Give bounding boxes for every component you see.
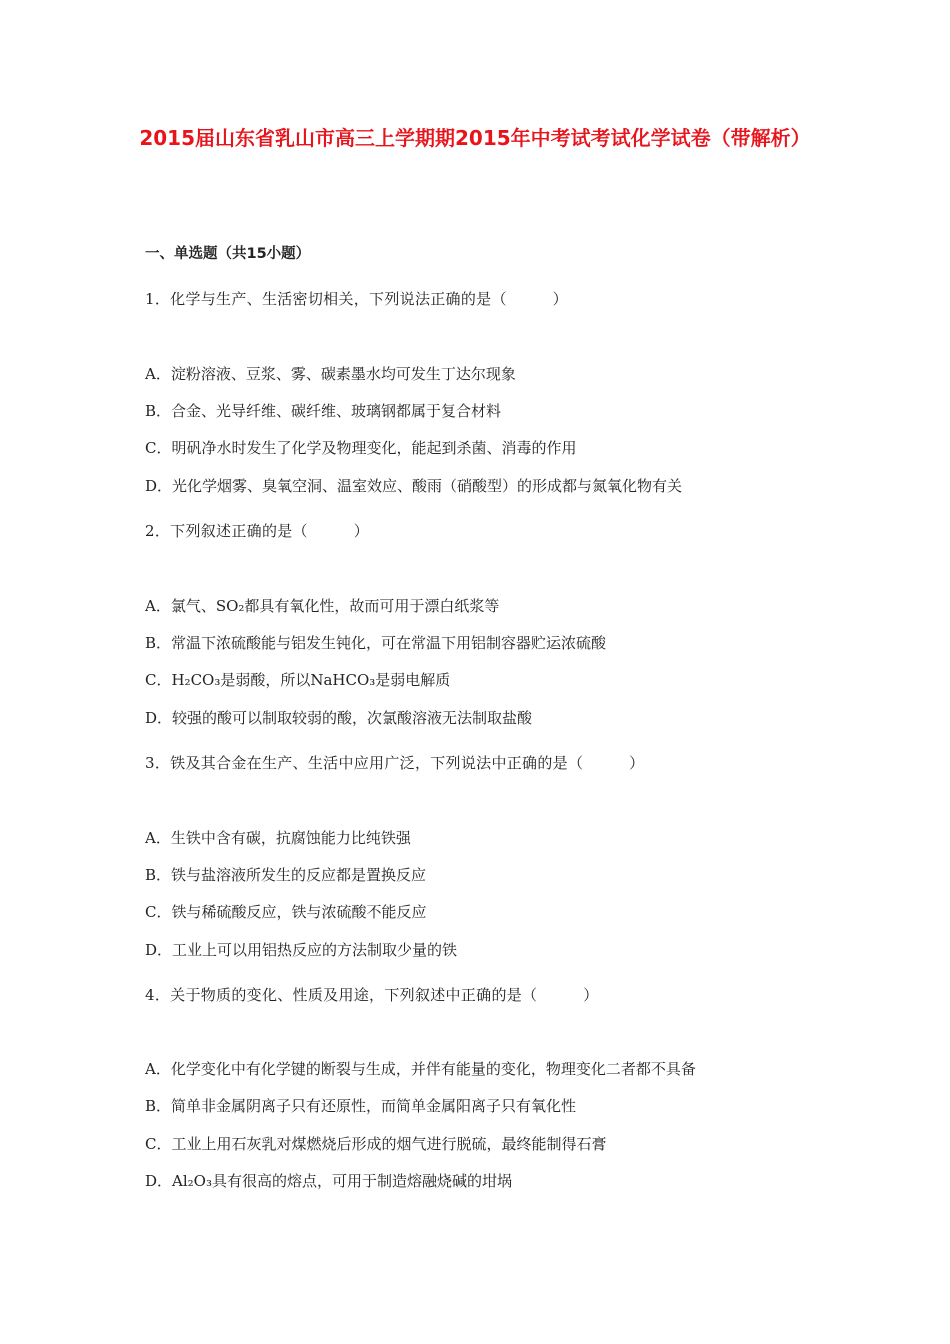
question-1-option-d: D．光化学烟雾、臭氧空洞、温室效应、酸雨（硝酸型）的形成都与氮氧化物有关 <box>145 477 683 495</box>
document-title: 2015届山东省乳山市高三上学期期2015年中考试考试化学试卷（带解析） <box>139 126 811 150</box>
question-2-stem: 2．下列叙述正确的是（ ） <box>145 522 370 540</box>
question-3-option-a: A．生铁中含有碳，抗腐蚀能力比纯铁强 <box>145 829 411 847</box>
question-1-stem: 1．化学与生产、生活密切相关，下列说法正确的是（ ） <box>145 290 568 308</box>
question-4-option-b: B．简单非金属阴离子只有还原性，而简单金属阳离子只有氧化性 <box>145 1097 577 1115</box>
question-2-option-a: A．氯气、SO₂都具有氧化性，故而可用于漂白纸浆等 <box>145 597 500 615</box>
question-1-option-c: C．明矾净水时发生了化学及物理变化，能起到杀菌、消毒的作用 <box>145 439 577 457</box>
section-heading: 一、单选题（共15小题） <box>145 246 311 262</box>
question-4-option-a: A．化学变化中有化学键的断裂与生成，并伴有能量的变化，物理变化二者都不具备 <box>145 1060 696 1078</box>
question-1-option-b: B．合金、光导纤维、碳纤维、玻璃钢都属于复合材料 <box>145 402 502 420</box>
question-2-option-b: B．常温下浓硫酸能与铝发生钝化，可在常温下用铝制容器贮运浓硫酸 <box>145 634 607 652</box>
question-4-option-d: D．Al₂O₃具有很高的熔点，可用于制造熔融烧碱的坩埚 <box>145 1172 512 1190</box>
question-2-option-d: D．较强的酸可以制取较弱的酸，次氯酸溶液无法制取盐酸 <box>145 709 533 727</box>
question-3-option-d: D．工业上可以用铝热反应的方法制取少量的铁 <box>145 941 458 959</box>
question-4-stem: 4．关于物质的变化、性质及用途，下列叙述中正确的是（ ） <box>145 986 599 1004</box>
question-3-stem: 3．铁及其合金在生产、生活中应用广泛，下列说法中正确的是（ ） <box>145 754 645 772</box>
question-4-option-c: C．工业上用石灰乳对煤燃烧后形成的烟气进行脱硫，最终能制得石膏 <box>145 1135 607 1153</box>
question-1-option-a: A．淀粉溶液、豆浆、雾、碳素墨水均可发生丁达尔现象 <box>145 365 516 383</box>
question-3-option-c: C．铁与稀硫酸反应，铁与浓硫酸不能反应 <box>145 903 427 921</box>
question-2-option-c: C．H₂CO₃是弱酸，所以NaHCO₃是弱电解质 <box>145 671 451 689</box>
question-3-option-b: B．铁与盐溶液所发生的反应都是置换反应 <box>145 866 427 884</box>
